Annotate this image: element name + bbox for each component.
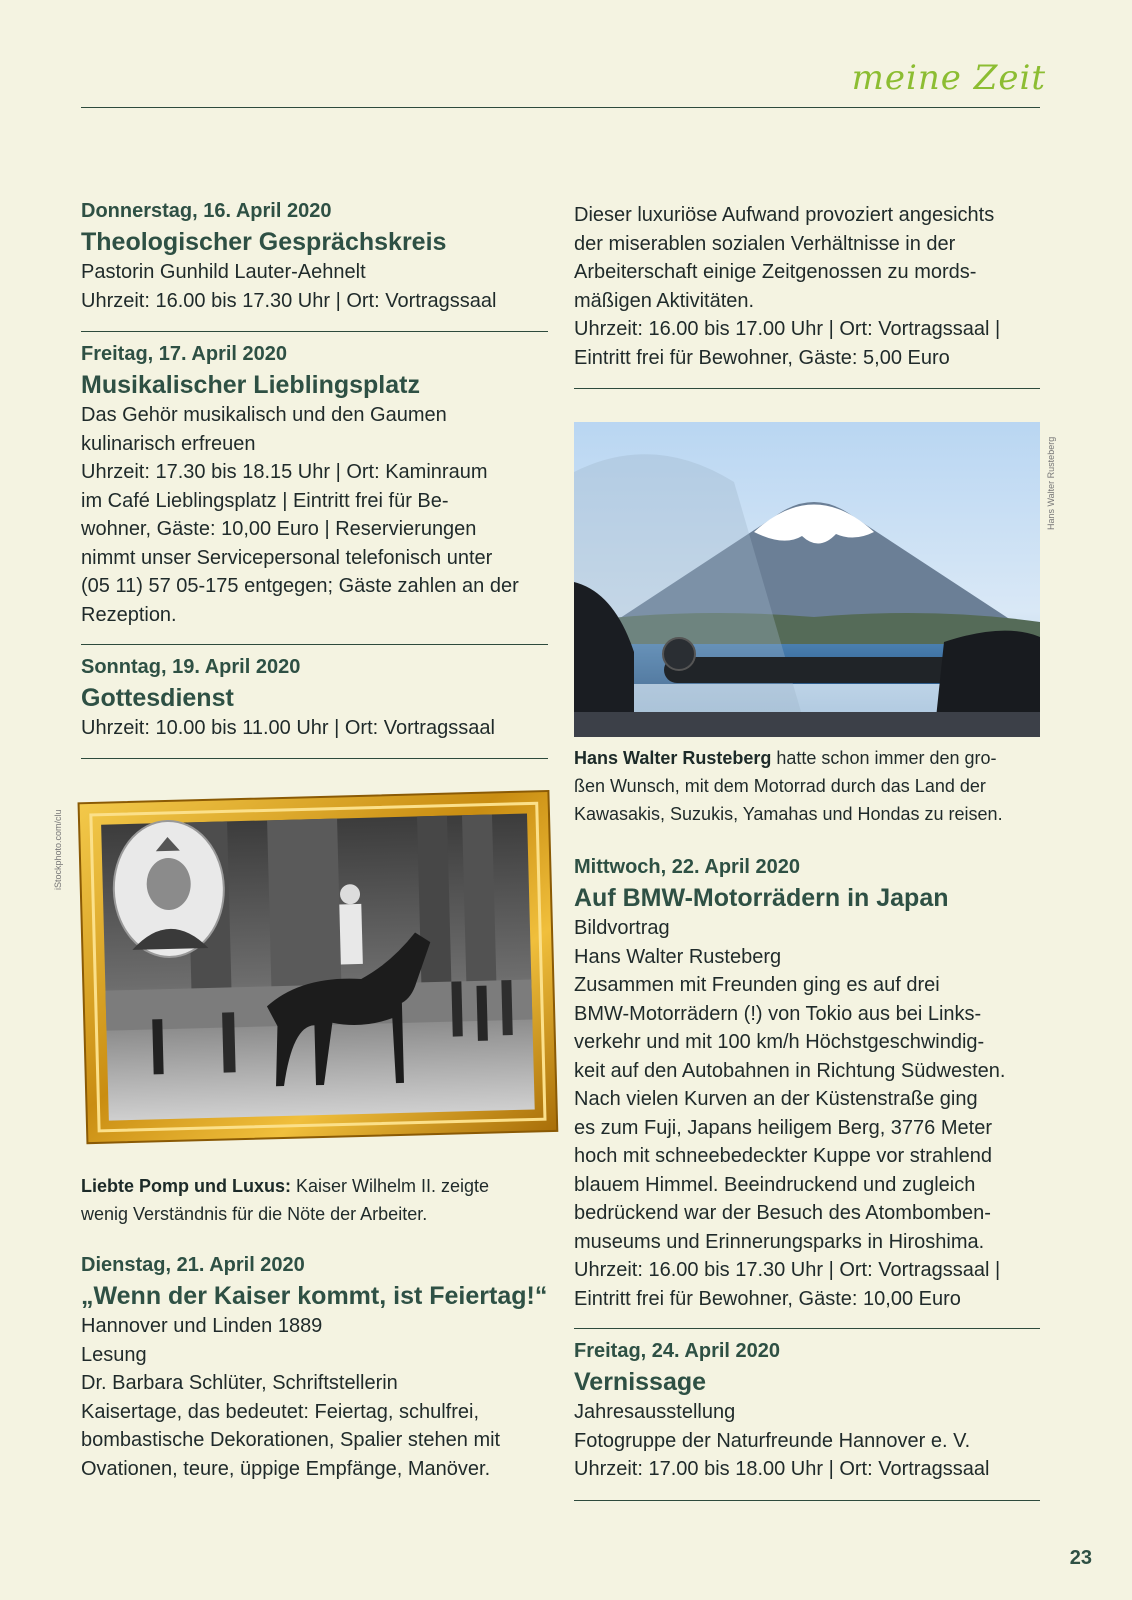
event-title: Vernissage — [574, 1368, 707, 1396]
fuji-photo — [574, 422, 1040, 737]
event-title: „Wenn der Kaiser kommt, ist Feiertag!“ — [81, 1282, 548, 1310]
divider — [81, 758, 548, 759]
event-body: Das Gehör musikalisch und den Gaumen kulinarisch erfreuen Uhrzeit: 17.30 bis 18.15 Uhr | Ort: Kaminraum im Café Lieblingsplatz | Eintritt frei für Be- wohner, Gäste: 10,00 Euro | Reservierungen nimmt unser Servicepersonal telefonisch unter (05 11) 57 05-175 entgegen; Gäste zahlen an der Rezeption. — [81, 404, 519, 626]
event-title: Musikalischer Lieblingsplatz — [81, 371, 420, 399]
event-date: Freitag, 24. April 2020 — [574, 1340, 781, 1362]
kaiser-photo — [71, 785, 571, 1155]
page-number: 23 — [1069, 1547, 1092, 1569]
photo-credit: Hans Walter Rusteberg — [1046, 436, 1056, 530]
event-date: Mittwoch, 22. April 2020 — [574, 856, 800, 878]
event-title: Gottesdienst — [81, 684, 234, 712]
event-2020-04-22 — [574, 854, 1040, 1313]
event-title: Theologischer Gesprächskreis — [81, 228, 447, 256]
intro-text: Dieser luxuriöse Aufwand provoziert angesichts der miserablen sozialen Verhältnisse in der Arbeiterschaft einige Zeitgenossen zu mords- mäßigen Aktivitäten. Uhrzeit: 16.00 bis 17.00 Uhr | Ort: Vortragssaal | Eintritt frei für Bewohner, Gäste: 5,00 Euro — [574, 204, 1001, 369]
event-body: Bildvortrag Hans Walter Rusteberg Zusammen mit Freunden ging es auf drei BMW-Motorrädern (!) von Tokio aus bei Links- verkehr und mit 100 km/h Höchstgeschwindig- keit auf den Autobahnen in Richtung Südwesten. Nach vielen Kurven an der Küstenstraße ging es zum Fuji, Japans heiligem Berg, 3776 Meter hoch mit schneebedeckter Kuppe vor strahlend blauem Himmel. Beeindruckend und zugleich bedrückend war der Besuch des Atombomben- museums und Erinnerungsparks in Hiroshima. Uhrzeit: 16.00 bis 17.30 Uhr | Ort: Vortragssaal | Eintritt frei für Bewohner, Gäste: 10,00 Euro — [574, 917, 1006, 1310]
divider — [81, 331, 548, 332]
event-date: Freitag, 17. April 2020 — [81, 343, 288, 365]
photo-caption: Hans Walter Rusteberg hatte schon immer den gro- ßen Wunsch, mit dem Motorrad durch das Land der Kawasakis, Suzukis, Yamahas und Hondas zu reisen. — [574, 748, 1003, 824]
event-body: Uhrzeit: 10.00 bis 11.00 Uhr | Ort: Vortragssaal — [81, 717, 495, 739]
divider — [574, 1328, 1040, 1329]
event-date: Donnerstag, 16. April 2020 — [81, 200, 332, 222]
event-body: Pastorin Gunhild Lauter-Aehnelt Uhrzeit: 16.00 bis 17.30 Uhr | Ort: Vortragssaal — [81, 261, 497, 312]
photo-credit: iStockphoto.com/clu — [53, 809, 63, 890]
event-body: Hannover und Linden 1889 Lesung Dr. Barbara Schlüter, Schriftstellerin Kaisertage, das bedeutet: Feiertag, schulfrei, bombastische Dekorationen, Spalier stehen mit Ovationen, teure, üppige Empfänge, Manöver. — [81, 1315, 501, 1480]
brand-logo: meine Zeit — [851, 58, 1046, 98]
event-body: Jahresausstellung Fotogruppe der Naturfreunde Hannover e. V. Uhrzeit: 17.00 bis 18.00 Uhr | Ort: Vortragssaal — [574, 1401, 990, 1480]
photo-caption: Liebte Pomp und Luxus: Kaiser Wilhelm II. zeigte wenig Verständnis für die Nöte der Arbeiter. — [81, 1176, 490, 1224]
event-2020-04-21 — [81, 1252, 548, 1483]
event-2020-04-16 — [81, 198, 548, 315]
header-divider — [81, 107, 1040, 108]
event-2020-04-24 — [574, 1338, 1040, 1484]
divider — [574, 388, 1040, 389]
event-date: Sonntag, 19. April 2020 — [81, 656, 301, 678]
event-2020-04-17 — [81, 341, 548, 629]
event-title: Auf BMW-Motorrädern in Japan — [574, 884, 949, 912]
event-date: Dienstag, 21. April 2020 — [81, 1254, 305, 1276]
event-2020-04-19 — [81, 654, 548, 743]
divider — [574, 1500, 1040, 1501]
divider — [81, 644, 548, 645]
